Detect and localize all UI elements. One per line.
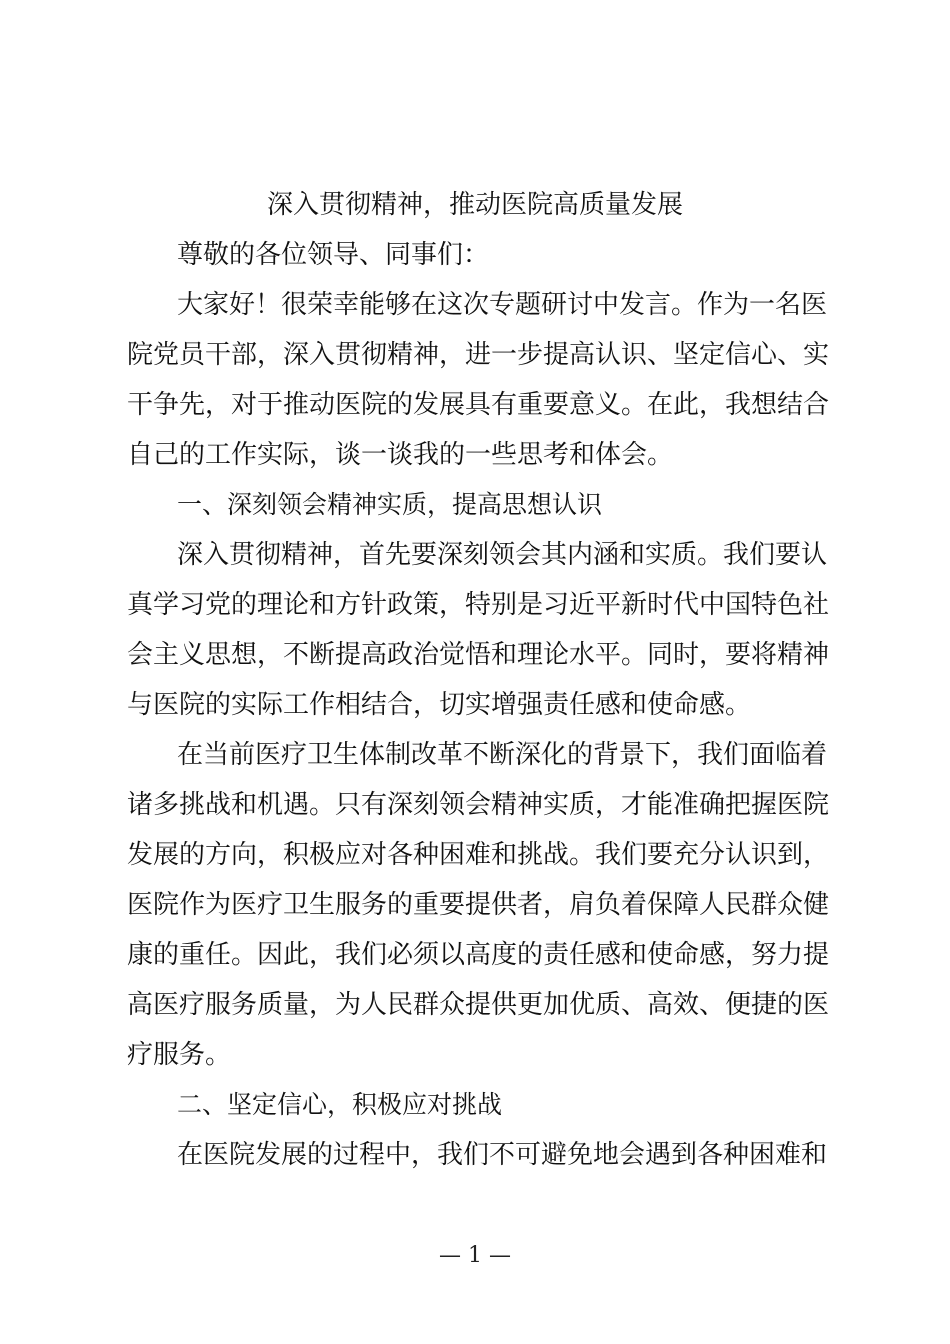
paragraph-line: 高医疗服务质量，为人民群众提供更加优质、高效、便捷的医	[127, 990, 830, 1020]
document-title: 深入贯彻精神，推动医院高质量发展	[266, 190, 683, 220]
paragraph-line: 院党员干部，深入贯彻精神，进一步提高认识、坚定信心、实	[127, 340, 830, 370]
paragraph-line: 发展的方向，积极应对各种困难和挑战。我们要充分认识到，	[127, 840, 830, 870]
paragraph-line: 真学习党的理论和方针政策，特别是习近平新时代中国特色社	[127, 590, 830, 620]
paragraph-line: 诸多挑战和机遇。只有深刻领会精神实质，才能准确把握医院	[127, 790, 830, 820]
paragraph-line: 疗服务。	[127, 1040, 232, 1070]
paragraph-line: 深入贯彻精神，首先要深刻领会其内涵和实质。我们要认	[177, 540, 828, 570]
salutation: 尊敬的各位领导、同事们：	[177, 240, 490, 270]
paragraph-line: 会主义思想，不断提高政治觉悟和理论水平。同时，要将精神	[127, 640, 830, 670]
paragraph-line: 康的重任。因此，我们必须以高度的责任感和使命感，努力提	[127, 940, 830, 970]
paragraph-line: 干争先，对于推动医院的发展具有重要意义。在此，我想结合	[127, 390, 830, 420]
paragraph-line: 在医院发展的过程中，我们不可避免地会遇到各种困难和	[177, 1140, 828, 1170]
paragraph-line: 与医院的实际工作相结合，切实增强责任感和使命感。	[127, 690, 752, 720]
section-heading-2: 二、坚定信心，积极应对挑战	[177, 1090, 503, 1119]
paragraph-line: 自己的工作实际，谈一谈我的一些思考和体会。	[127, 440, 674, 470]
section-heading-1: 一、深刻领会精神实质，提高思想认识	[177, 490, 603, 519]
paragraph-line: 在当前医疗卫生体制改革不断深化的背景下，我们面临着	[177, 740, 828, 770]
paragraph-line: 医院作为医疗卫生服务的重要提供者，肩负着保障人民群众健	[127, 890, 830, 920]
paragraph-line: 大家好！很荣幸能够在这次专题研讨中发言。作为一名医	[177, 290, 828, 320]
page-number: — 1 —	[439, 1243, 511, 1268]
